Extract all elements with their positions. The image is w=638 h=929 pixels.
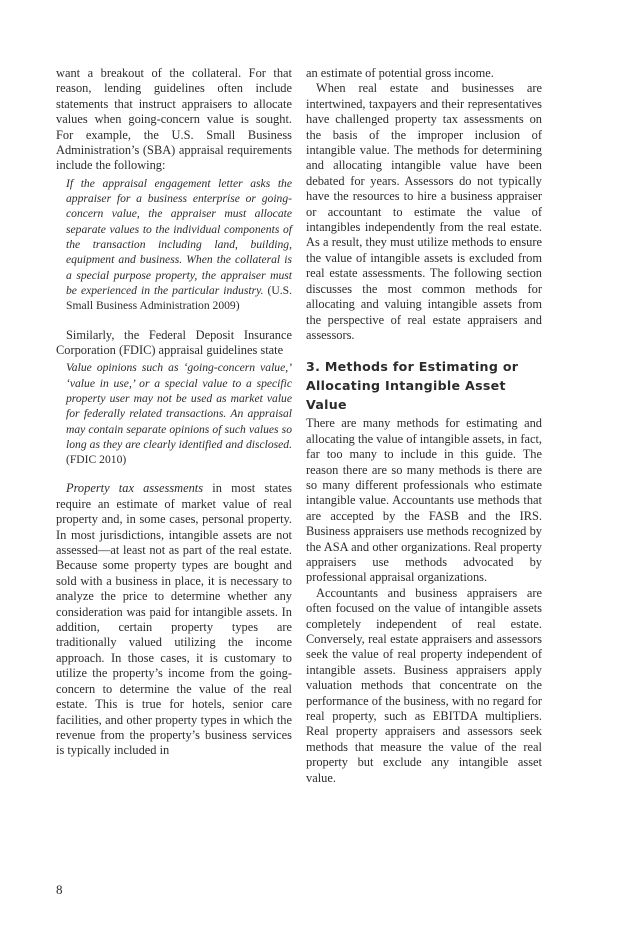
page-number: 8 — [56, 882, 63, 897]
fdic-quote-text: Value opinions such as ‘going-concern value,’ ‘value in use,’ or a special value to a specific property user may not be used as market value for federally related transactions. An appraisal may contain separate opinions of such values so long as they are clearly identified and disclosed. — [66, 361, 292, 451]
right-column — [306, 66, 542, 786]
left-column — [56, 66, 292, 759]
left-paragraph-1: want a breakout of the collateral. For that reason, lending guidelines often include statements that instruct appraisers to allocate values when going-concern value is sought. For example, the U.S. Small Business Administration’s (SBA) appraisal requirements include the following: — [56, 66, 292, 173]
property-tax-term: Property tax assessments — [66, 481, 204, 496]
sba-block-quote — [66, 176, 292, 314]
section-heading: 3. Methods for Estimating or Allocating Intangible Asset Value — [306, 359, 519, 413]
right-paragraph-4: Accountants and business appraisers are often focused on the value of intangible assets completely independent of real estate. Conversely, real estate appraisers and assessors seek the value of real property independent of intangible assets. Business appraisers apply valuation methods that concentrate on the performance of the business, with no regard for real property, such as EBITDA multipliers. Real property appraisers and assessors seek methods that measure the value of the real property but exclude any intangible asset value. — [306, 585, 542, 785]
right-paragraph-1: an estimate of potential gross income. — [306, 66, 494, 80]
left-paragraph-3 — [56, 481, 292, 758]
fdic-quote-citation: (FDIC 2010) — [66, 453, 127, 467]
right-paragraph-3: There are many methods for estimating and allocating the value of intangible assets, in fact, far too many to include in this guide. The reason there are so many methods is there are so many different professionals who estimate intangible value. Accountants use methods that are accepted by the FASB and the IRS. Business appraisers use methods recognized by the ASA and other organizations. Real property appraisers use methods advocated by professional appraisal organizations. — [306, 416, 542, 585]
sba-quote-text: If the appraisal engagement letter asks the appraiser for a business enterprise or going-concern value, the appraiser must allocate separate values to the individual components of the transaction including land, building, equipment and business. When the collateral is a special purpose property, the appraiser must be experienced in the particular industry. — [66, 176, 292, 297]
left-paragraph-3-body: in most states require an estimate of market value of real property and, in some cases, personal property. In most jurisdictions, intangible assets are not assessed—at least not as part of the real estate. Because some property types are bought and sold with a business in place, it is necessary to analyze the price to determine whether any consideration was paid for intangible assets. In addition, certain property types are traditionally valued utilizing the income approach. In those cases, it is customary to utilize the property’s income from the going-concern to determine the value of the real estate. This is true for hotels, senior care facilities, and other property types in which the revenue from the property’s business services is typically included in — [56, 481, 292, 758]
right-paragraph-2: When real estate and businesses are intertwined, taxpayers and their representatives have challenged property tax assessments on the basis of the improper inclusion of intangible value. The methods for determining and allocating intangible value have been debated for years. Assessors do not typically have the resources to hire a business appraiser or accountant to estimate the value of intangibles independently from the real estate. As a result, they must utilize methods to ensure the value of intangible assets is excluded from real estate assessments. The following section discusses the most common methods for allocating and valuing intangible assets from the perspective of real estate appraisers and assessors. — [306, 81, 542, 342]
sba-quote-citation: (U.S. Small Business Administration 2009) — [66, 283, 292, 313]
fdic-block-quote — [66, 360, 292, 467]
left-paragraph-2: Similarly, the Federal Deposit Insurance Corporation (FDIC) appraisal guidelines state — [56, 327, 292, 357]
